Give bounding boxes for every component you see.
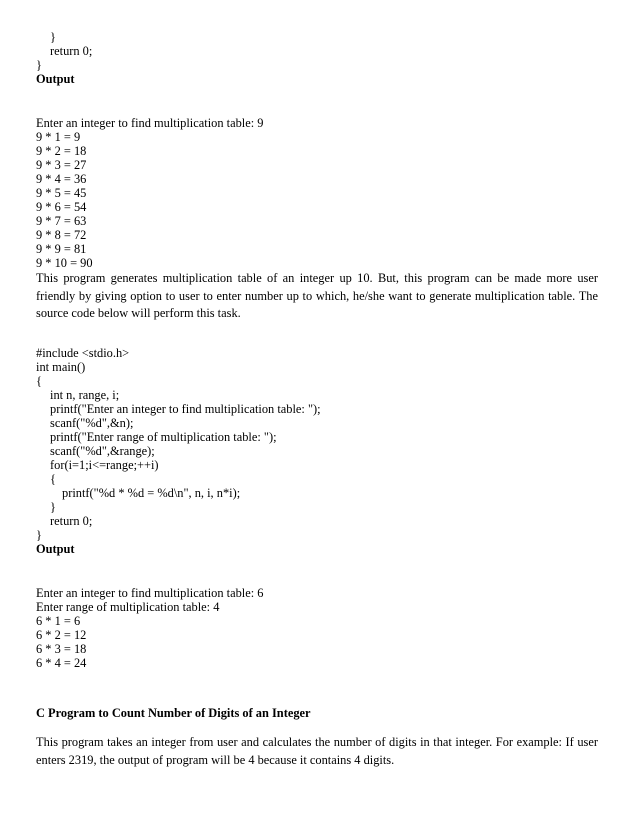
code-line: { bbox=[50, 472, 56, 486]
output-line: 6 * 2 = 12 bbox=[36, 628, 87, 642]
output-line: 9 * 10 = 90 bbox=[36, 256, 93, 270]
code-line: } bbox=[36, 58, 42, 72]
output-line: Enter an integer to find multiplication table: 9 bbox=[36, 116, 264, 130]
code-line: return 0; bbox=[50, 44, 93, 58]
code-line: return 0; bbox=[50, 514, 93, 528]
output-line: 9 * 7 = 63 bbox=[36, 214, 87, 228]
output-line: 6 * 4 = 24 bbox=[36, 656, 87, 670]
code-line: scanf("%d",&range); bbox=[50, 444, 155, 458]
code-line: { bbox=[36, 374, 42, 388]
paragraph: This program takes an integer from user and calculates the number of digits in that integer. For example: If user enters 2319, the output of program will be 4 because it contains 4 digits. bbox=[36, 735, 598, 767]
code-line: } bbox=[50, 500, 56, 514]
code-line: } bbox=[50, 30, 56, 44]
output-line: 9 * 2 = 18 bbox=[36, 144, 87, 158]
output-line: 9 * 8 = 72 bbox=[36, 228, 87, 242]
output-heading: Output bbox=[36, 542, 75, 556]
paragraph: This program generates multiplication table of an integer up 10. But, this program can be made more user friendly by giving option to user to enter number up to which, he/she want to generate multiplication table. The source code below will perform this task. bbox=[36, 271, 598, 320]
output-line: 9 * 3 = 27 bbox=[36, 158, 87, 172]
output-line: 9 * 4 = 36 bbox=[36, 172, 87, 186]
output-line: Enter range of multiplication table: 4 bbox=[36, 600, 220, 614]
code-line: scanf("%d",&n); bbox=[50, 416, 134, 430]
output-line: Enter an integer to find multiplication table: 6 bbox=[36, 586, 264, 600]
code-line: printf("Enter an integer to find multiplication table: "); bbox=[50, 402, 321, 416]
output-line: 6 * 1 = 6 bbox=[36, 614, 81, 628]
output-line: 9 * 9 = 81 bbox=[36, 242, 87, 256]
output-line: 9 * 1 = 9 bbox=[36, 130, 81, 144]
code-line: printf("%d * %d = %d\n", n, i, n*i); bbox=[62, 486, 241, 500]
output-heading: Output bbox=[36, 72, 75, 86]
code-line: } bbox=[36, 528, 42, 542]
section-heading: C Program to Count Number of Digits of an Integer bbox=[36, 706, 311, 720]
code-line: #include <stdio.h> bbox=[36, 346, 130, 360]
code-line: int main() bbox=[36, 360, 86, 374]
output-line: 9 * 6 = 54 bbox=[36, 200, 87, 214]
code-line: printf("Enter range of multiplication table: "); bbox=[50, 430, 277, 444]
output-line: 6 * 3 = 18 bbox=[36, 642, 87, 656]
code-line: int n, range, i; bbox=[50, 388, 120, 402]
output-line: 9 * 5 = 45 bbox=[36, 186, 87, 200]
code-line: for(i=1;i<=range;++i) bbox=[50, 458, 159, 472]
